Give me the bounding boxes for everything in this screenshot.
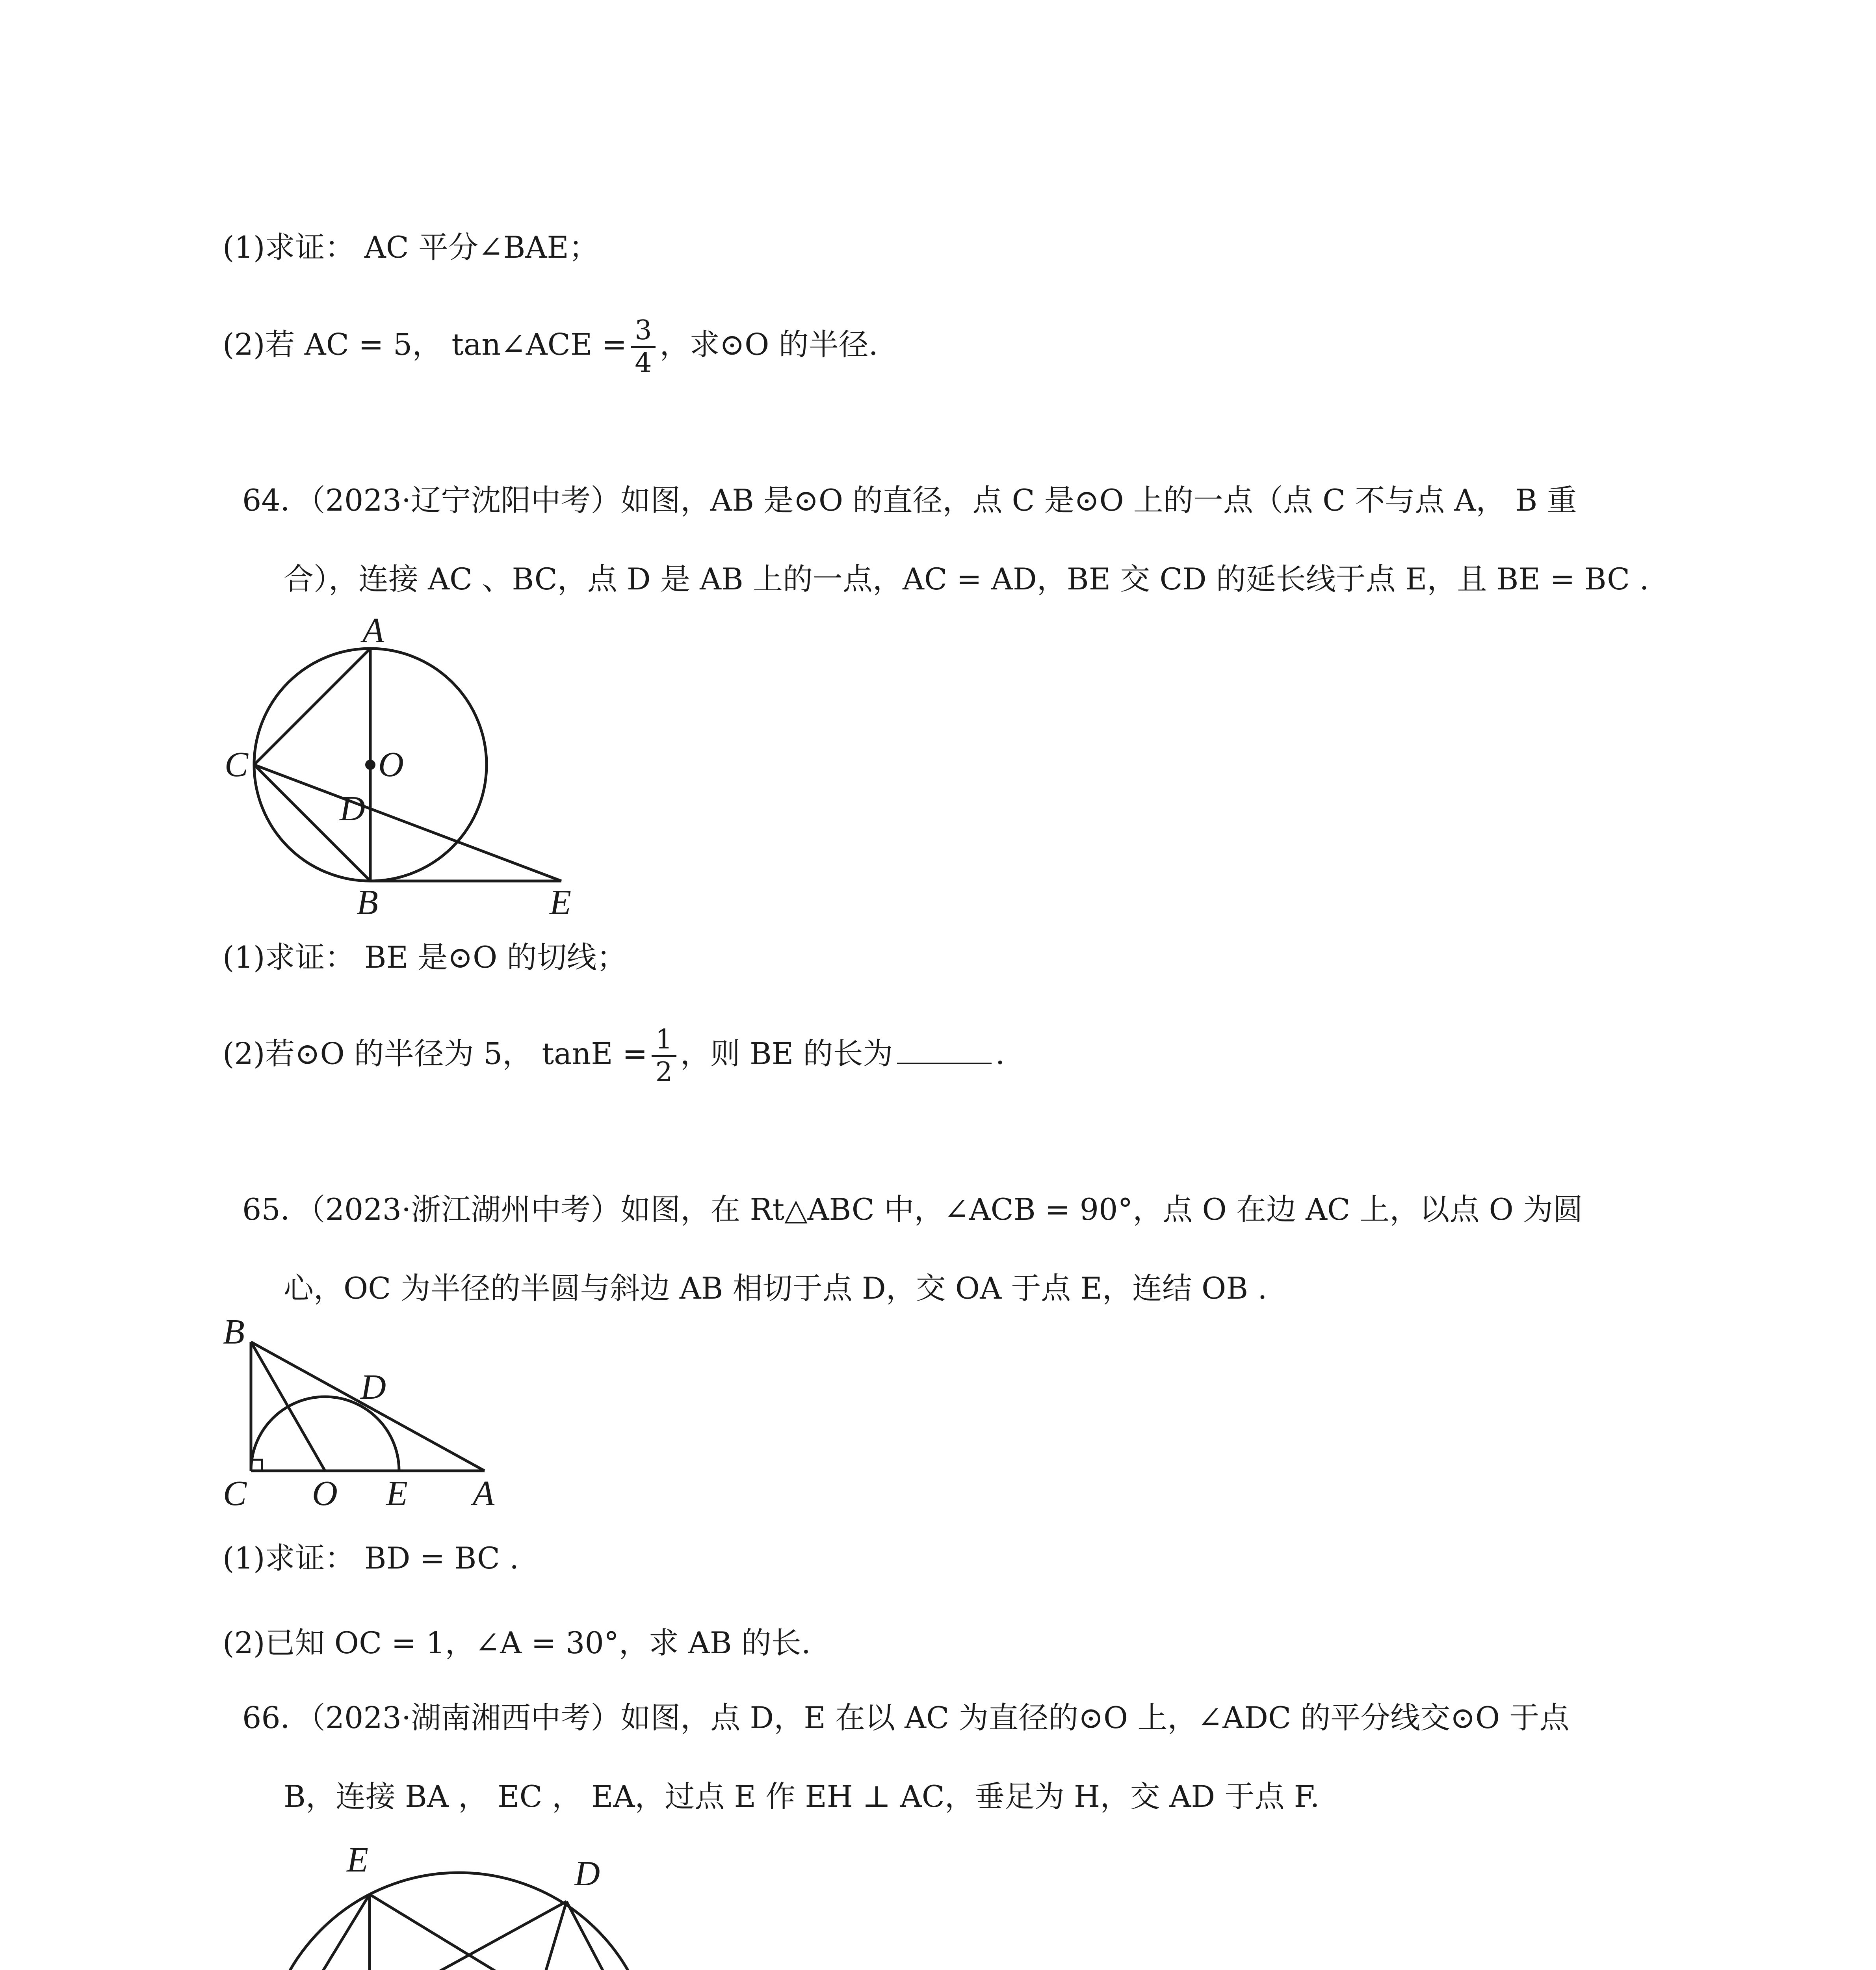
p64-q2-prefix: (2)若⊙O 的半径为 5， tanE = xyxy=(223,1036,648,1071)
label-e: E xyxy=(386,1474,408,1513)
answer-blank xyxy=(897,1035,992,1064)
label-e: E xyxy=(550,883,571,922)
label-b: B xyxy=(357,883,378,922)
problem-64-question-1: (1)求证： BE 是⊙O 的切线； xyxy=(223,940,627,975)
prev-q2-prefix: (2)若 AC = 5， tan∠ACE = xyxy=(223,327,627,362)
label-o: O xyxy=(312,1474,338,1513)
semicircle xyxy=(251,1397,399,1471)
problem-64-line-1: 64．（2023·辽宁沈阳中考）如图，AB 是⊙O 的直径，点 C 是⊙O 上的一点（点 C 不与点 A， B 重 xyxy=(242,483,1577,518)
label-b: B xyxy=(223,1312,245,1351)
label-c: C xyxy=(223,1474,247,1513)
prev-question-2 xyxy=(223,315,878,379)
problem-64-line-2: 合），连接 AC 、BC，点 D 是 AB 上的一点，AC = AD，BE 交 CD 的延长线于点 E，且 BE = BC . xyxy=(284,561,1649,597)
segment-ae xyxy=(264,1894,370,1970)
problem-64-question-2 xyxy=(223,1024,1005,1088)
problem-65-question-1: (1)求证： BD = BC . xyxy=(223,1541,519,1576)
label-c: C xyxy=(225,745,249,784)
label-d: D xyxy=(574,1854,600,1893)
p64-q2-end: . xyxy=(995,1036,1005,1071)
label-o: O xyxy=(378,745,404,784)
segment-ad xyxy=(264,1901,567,1970)
figure-65 xyxy=(221,1312,504,1517)
numerator: 1 xyxy=(652,1024,676,1057)
numerator: 3 xyxy=(631,315,656,348)
segment-ca xyxy=(254,649,370,765)
p64-q2-suffix: ，则 BE 的长为 xyxy=(680,1036,893,1071)
label-d: D xyxy=(340,789,365,828)
center-point xyxy=(365,760,375,770)
fraction xyxy=(652,1024,676,1088)
denominator: 4 xyxy=(635,348,652,379)
prev-q2-suffix: ，求⊙O 的半径. xyxy=(659,327,878,362)
label-a: A xyxy=(362,611,384,650)
problem-66-line-1: 66．（2023·湖南湘西中考）如图，点 D，E 在以 AC 为直径的⊙O 上，∠ADC 的平分线交⊙O 于点 xyxy=(242,1700,1570,1735)
label-a: A xyxy=(473,1474,494,1513)
figure-66 xyxy=(221,1820,717,1970)
figure-64 xyxy=(221,611,575,926)
problem-65-line-2: 心，OC 为半径的半圆与斜边 AB 相切于点 D，交 OA 于点 E，连结 OB . xyxy=(284,1271,1267,1306)
problem-66-line-2: B，连接 BA ， EC ， EA，过点 E 作 EH ⊥ AC，垂足为 H，交 AD 于点 F. xyxy=(284,1779,1320,1814)
label-d: D xyxy=(360,1368,386,1407)
segment-dc xyxy=(567,1901,654,1970)
prev-question-1: (1)求证： AC 平分∠BAE； xyxy=(223,230,599,265)
segment-ce xyxy=(254,765,561,881)
problem-65-line-1: 65．（2023·浙江湖州中考）如图，在 Rt△ABC 中，∠ACB = 90°，点 O 在边 AC 上，以点 O 为圆 xyxy=(242,1192,1583,1227)
problem-65-question-2: (2)已知 OC = 1，∠A = 30°，求 AB 的长. xyxy=(223,1625,811,1660)
denominator: 2 xyxy=(655,1057,672,1088)
fraction xyxy=(631,315,656,379)
label-e: E xyxy=(347,1840,368,1879)
